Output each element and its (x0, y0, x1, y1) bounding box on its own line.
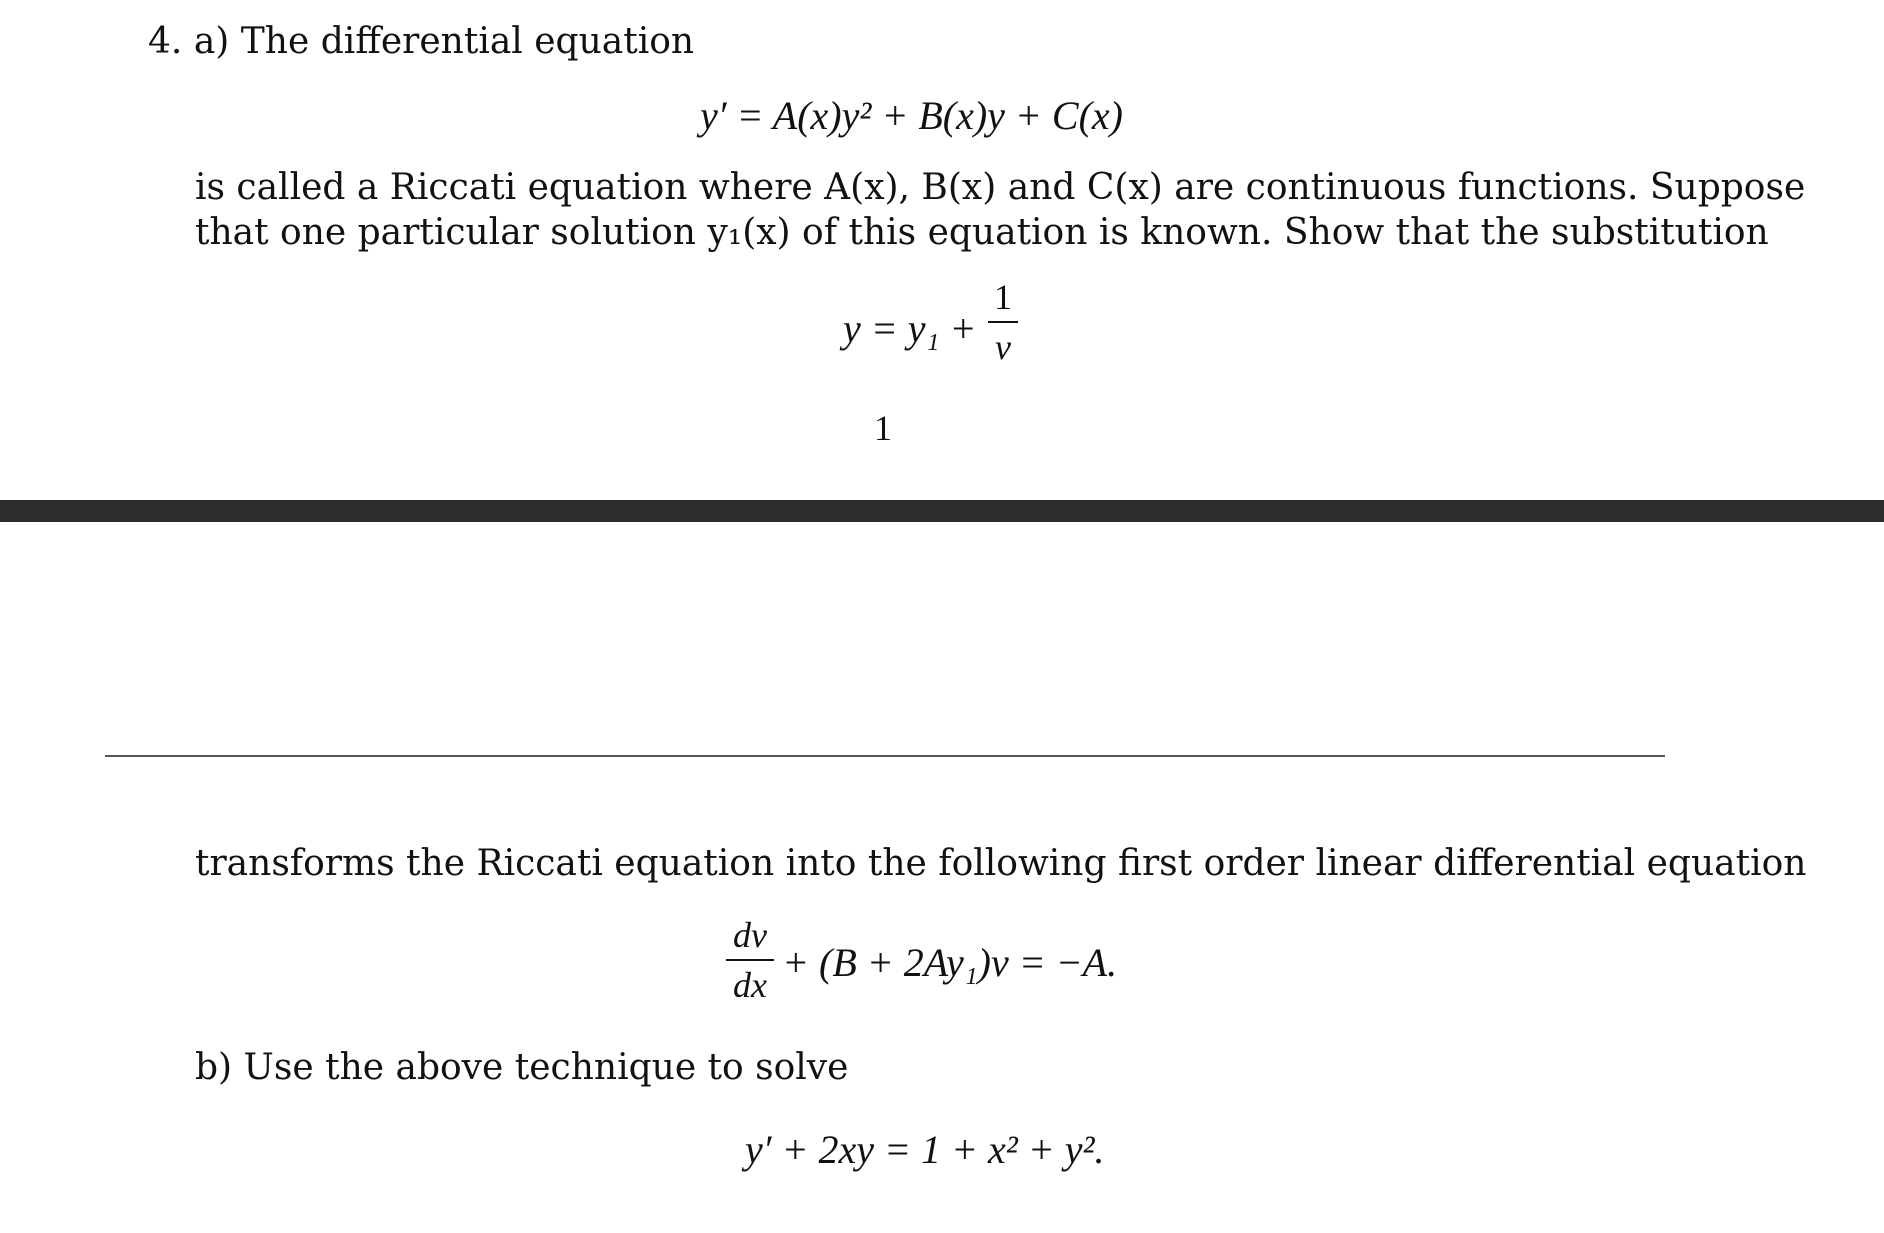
description-line-1: is called a Riccati equation where A(x), B(x) and C(x) are continuous functions. Suppose (195, 167, 1806, 208)
problem-number-and-part-a (148, 20, 694, 64)
riccati-equation: y′ = A(x)y² + B(x)y + C(x) (700, 93, 1123, 138)
substitution-fraction (988, 277, 1018, 367)
transforms-line: transforms the Riccati equation into the following first order linear differential equation (195, 843, 1807, 884)
substitution-denominator: v (995, 327, 1011, 367)
horizontal-rule (105, 755, 1665, 757)
linear-eq-numerator: dv (733, 915, 767, 955)
page-break-bar (0, 500, 1884, 522)
page-number: 1 (874, 408, 892, 448)
problem-number: 4. (148, 21, 183, 62)
part-b-intro: b) Use the above technique to solve (195, 1047, 849, 1088)
fraction-bar (726, 959, 774, 961)
substitution-lhs: y = y₁ + (843, 306, 977, 351)
part-a-intro: a) The differential equation (193, 21, 695, 62)
linear-eq-rest: + (B + 2Ay₁)v = −A. (782, 940, 1118, 985)
substitution-numerator: 1 (994, 277, 1012, 317)
part-b-equation: y′ + 2xy = 1 + x² + y². (745, 1127, 1105, 1172)
linear-eq-denominator: dx (733, 965, 767, 1005)
linear-eq-fraction (726, 915, 774, 1005)
fraction-bar (988, 321, 1018, 323)
description-line-2: that one particular solution y₁(x) of this equation is known. Show that the substitution (195, 212, 1769, 253)
